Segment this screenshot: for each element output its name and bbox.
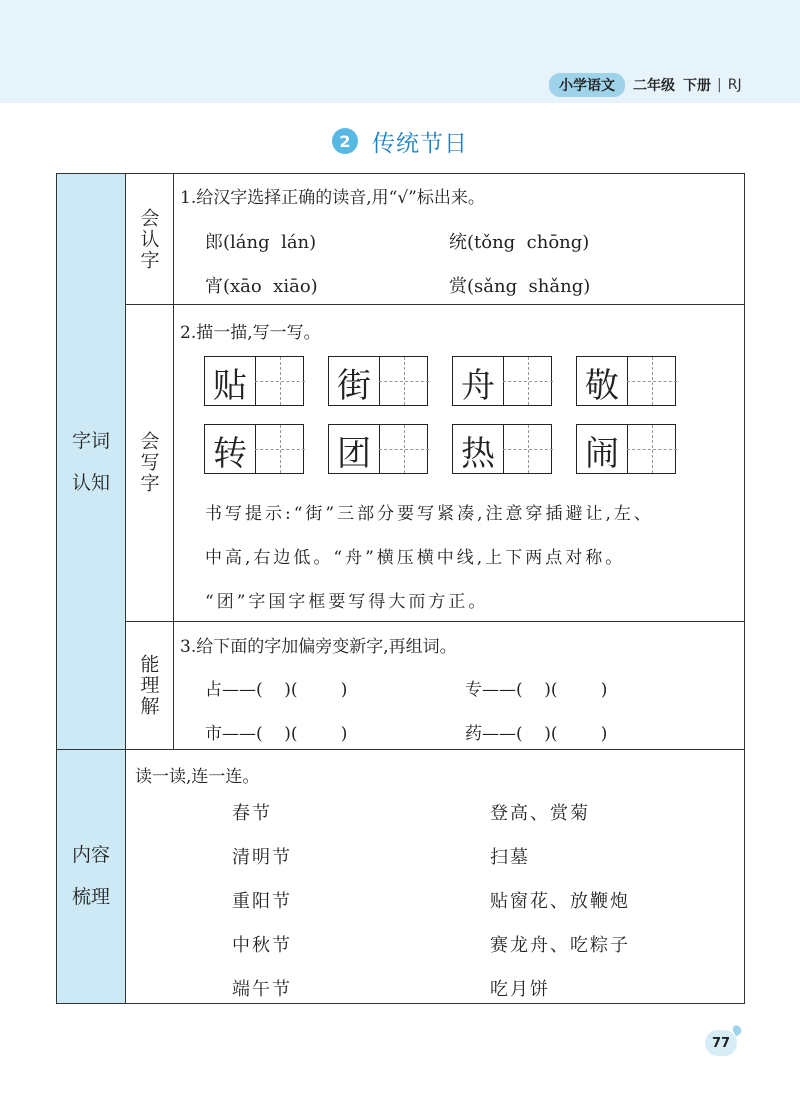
festival-item[interactable]: 中秋节	[232, 935, 292, 956]
writing-grid[interactable]	[328, 424, 428, 474]
category-label-1a: 字词	[71, 429, 110, 452]
divider	[125, 304, 745, 305]
category-label-2a: 内容	[71, 844, 110, 866]
writing-grid[interactable]	[452, 424, 552, 474]
writing-grid[interactable]	[576, 424, 676, 474]
model-character: 舟	[461, 365, 495, 406]
writing-tip-line: 书写提示:“街”三部分要写紧凑,注意穿插避让,左、	[205, 504, 654, 524]
category-label-1b: 认知	[71, 471, 110, 494]
separator: |	[717, 77, 722, 93]
radical-fill-blank[interactable]: 市——( )( )	[205, 724, 348, 744]
question-1-prompt: 1.给汉字选择正确的读音,用“√”标出来。	[180, 188, 485, 208]
writing-grid[interactable]	[204, 356, 304, 406]
custom-item[interactable]: 登高、赏菊	[490, 803, 590, 824]
category-content-review	[57, 749, 125, 1003]
divider	[125, 174, 126, 1003]
divider	[125, 621, 745, 622]
festival-item[interactable]: 重阳节	[232, 891, 292, 912]
sub-label-2: 会写字	[137, 431, 160, 494]
category-word-recognition	[57, 174, 125, 749]
festival-item[interactable]: 清明节	[232, 847, 292, 868]
writing-grid[interactable]	[204, 424, 304, 474]
custom-item[interactable]: 赛龙舟、吃粽子	[490, 935, 630, 956]
page-number: 77	[705, 1030, 737, 1056]
writing-grid[interactable]	[452, 356, 552, 406]
question-3-prompt: 3.给下面的字加偏旁变新字,再组词。	[180, 637, 457, 657]
custom-item[interactable]: 贴窗花、放鞭炮	[490, 891, 630, 912]
category-label-2b: 梳理	[71, 886, 110, 908]
grade-label: 二年级	[633, 78, 675, 94]
festival-item[interactable]: 端午节	[232, 979, 292, 1000]
question-2-prompt: 2.描一描,写一写。	[180, 323, 321, 343]
lesson-title	[332, 124, 468, 158]
lesson-number-badge: 2	[332, 128, 358, 154]
festival-item[interactable]: 春节	[232, 803, 272, 824]
radical-fill-blank[interactable]: 药——( )( )	[465, 724, 608, 744]
model-character: 贴	[213, 365, 247, 406]
model-character: 转	[213, 433, 247, 474]
term-label: 下册	[683, 78, 711, 94]
model-character: 街	[337, 365, 371, 406]
writing-tip-line: “团”字国字框要写得大而方正。	[205, 592, 489, 612]
divider	[173, 174, 174, 749]
model-character: 热	[461, 433, 495, 474]
subject-pill: 小学语文	[549, 73, 625, 97]
sub-understand	[125, 621, 173, 749]
writing-grid[interactable]	[328, 356, 428, 406]
series-label	[549, 74, 742, 96]
custom-item[interactable]: 吃月饼	[490, 979, 550, 1000]
divider	[57, 749, 745, 750]
model-character: 敬	[585, 365, 619, 406]
writing-tip-line: 中高,右边低。“舟”横压横中线,上下两点对称。	[205, 548, 626, 568]
sub-label-1: 会认字	[137, 207, 160, 271]
pinyin-choice[interactable]: 郎(láng lán)	[205, 232, 317, 253]
sub-write-chars	[125, 304, 173, 621]
sub-label-3: 能理解	[137, 653, 160, 717]
writing-grid[interactable]	[576, 356, 676, 406]
pinyin-choice[interactable]: 统(tǒng chōng)	[449, 232, 590, 253]
matching-prompt: 读一读,连一连。	[135, 767, 260, 787]
model-character: 团	[337, 433, 371, 474]
pinyin-choice[interactable]: 宵(xāo xiāo)	[205, 276, 318, 297]
lesson-name: 传统节日	[372, 130, 468, 157]
sub-recognize-chars	[125, 174, 173, 304]
edition-label: RJ	[727, 77, 742, 93]
custom-item[interactable]: 扫墓	[490, 847, 530, 868]
radical-fill-blank[interactable]: 占——( )( )	[205, 680, 348, 700]
pinyin-choice[interactable]: 赏(sǎng shǎng)	[449, 276, 591, 297]
model-character: 闹	[585, 433, 619, 474]
radical-fill-blank[interactable]: 专——( )( )	[465, 680, 608, 700]
